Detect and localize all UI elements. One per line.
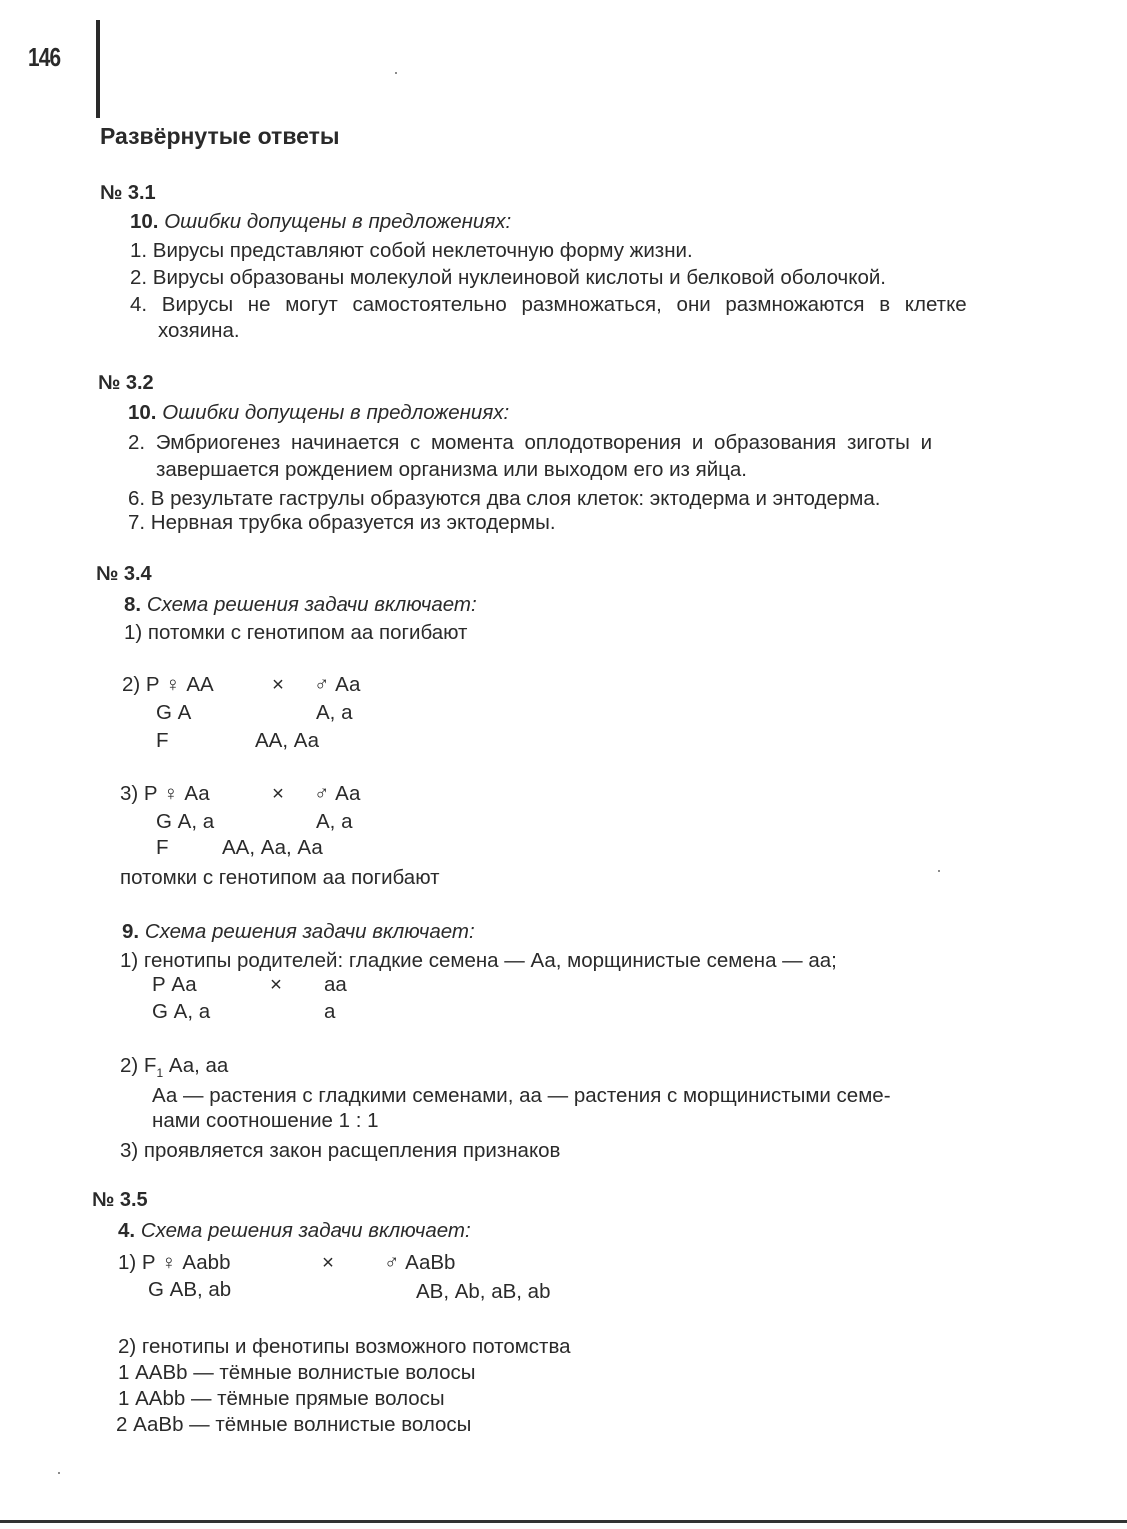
gametes-parent-2: а (324, 1000, 336, 1023)
question-text: Ошибки допущены в предложениях: (162, 401, 510, 424)
answer-note: потомки с генотипом аа погибают (120, 866, 440, 889)
question-heading (128, 401, 509, 425)
question-text: Ошибки допущены в предложениях: (164, 210, 512, 233)
answer-line (120, 1054, 228, 1080)
cross-symbol: × (272, 782, 284, 805)
offspring-line: 1 ААbb — тёмные прямые волосы (118, 1387, 445, 1410)
gametes-label: G АВ, аb (148, 1278, 232, 1301)
question-heading (124, 593, 477, 617)
cross-male: ♂ Аа (314, 673, 361, 696)
page-number: 146 (28, 42, 61, 72)
question-number: 9. (122, 920, 140, 943)
cross-parent-2: аа (324, 973, 347, 996)
offspring-label: F (156, 729, 169, 752)
question-heading (122, 920, 475, 944)
answer-line: 7. Нервная трубка образуется из эктодермы. (128, 511, 556, 534)
offspring-line: 2 АаВb — тёмные волнистые волосы (116, 1413, 472, 1436)
answer-line: 2) генотипы и фенотипы возможного потомства (118, 1335, 571, 1358)
speck (938, 870, 940, 872)
cross-symbol: × (272, 673, 284, 696)
cross-symbol: × (322, 1251, 334, 1274)
answer-line: 2. Эмбриогенез начинается с момента оплодотворения и образования зиготы и (128, 431, 933, 454)
section-heading-3-5: № 3.5 (92, 1189, 148, 1211)
page-title: Развёрнутые ответы (100, 123, 340, 149)
question-heading (118, 1219, 471, 1243)
answer-line: завершается рождением организма или выходом его из яйца. (156, 458, 748, 481)
answer-line: 1. Вирусы представляют собой неклеточную форму жизни. (130, 239, 693, 262)
cross-parents: 1) Р ♀ Ааbb (118, 1251, 231, 1274)
f1-subscript: 1 (156, 1066, 164, 1081)
question-number: 10. (128, 401, 157, 424)
question-text: Схема решения задачи включает: (140, 1219, 471, 1242)
answer-line: 4. Вирусы не могут самостоятельно размножаться, они размножаются в клетке (130, 293, 967, 316)
answer-line: Аа — растения с гладкими семенами, аа — растения с морщинистыми семе- (152, 1084, 891, 1107)
question-number: 8. (124, 593, 142, 616)
cross-male: ♂ Аа (314, 782, 361, 805)
vertical-rule (96, 20, 100, 118)
gametes-male: А, а (316, 810, 353, 833)
answer-line: 2. Вирусы образованы молекулой нуклеиновой кислоты и белковой оболочкой. (130, 266, 886, 289)
section-heading-3-4: № 3.4 (96, 563, 152, 585)
cross-parents: Р Аа (152, 973, 197, 996)
speck (58, 1472, 60, 1474)
answer-line: нами соотношение 1 : 1 (152, 1109, 379, 1132)
section-heading-3-2: № 3.2 (98, 372, 154, 394)
question-text: Схема решения задачи включает: (146, 593, 477, 616)
offspring-genotypes: АА, Аа, Аа (222, 836, 323, 859)
answer-line: хозяина. (158, 319, 240, 342)
section-heading-3-1: № 3.1 (100, 182, 156, 204)
cross-parents: 3) Р ♀ Аа (120, 782, 210, 805)
cross-symbol: × (270, 973, 282, 996)
offspring-genotypes: АА, Аа (255, 729, 320, 752)
answer-line: 1) генотипы родителей: гладкие семена — Аа, морщинистые семена — аа; (120, 949, 837, 972)
gametes-male: А, а (316, 701, 353, 724)
cross-male: ♂ АаВb (384, 1251, 456, 1274)
bottom-rule (0, 1520, 1127, 1523)
question-number: 10. (130, 210, 159, 233)
answer-line: 3) проявляется закон расщепления признаков (120, 1139, 561, 1162)
cross-parents: 2) Р ♀ АА (122, 673, 214, 696)
offspring-line: 1 ААВb — тёмные волнистые волосы (118, 1361, 476, 1384)
gametes-male: АВ, Аb, аВ, аb (416, 1280, 551, 1303)
answer-line: 6. В результате гаструлы образуются два слоя клеток: эктодерма и энтодерма. (128, 487, 881, 510)
speck (395, 72, 397, 74)
f1-genotypes: Аа, аа (163, 1054, 229, 1077)
f1-label: 2) F (120, 1054, 157, 1077)
question-heading (130, 210, 511, 234)
gametes-label: G А (156, 701, 192, 724)
offspring-label: F (156, 836, 169, 859)
answer-line: 1) потомки с генотипом аа погибают (124, 621, 468, 644)
question-number: 4. (118, 1219, 136, 1242)
question-text: Схема решения задачи включает: (144, 920, 475, 943)
gametes-label: G А, а (152, 1000, 211, 1023)
gametes-label: G А, а (156, 810, 215, 833)
